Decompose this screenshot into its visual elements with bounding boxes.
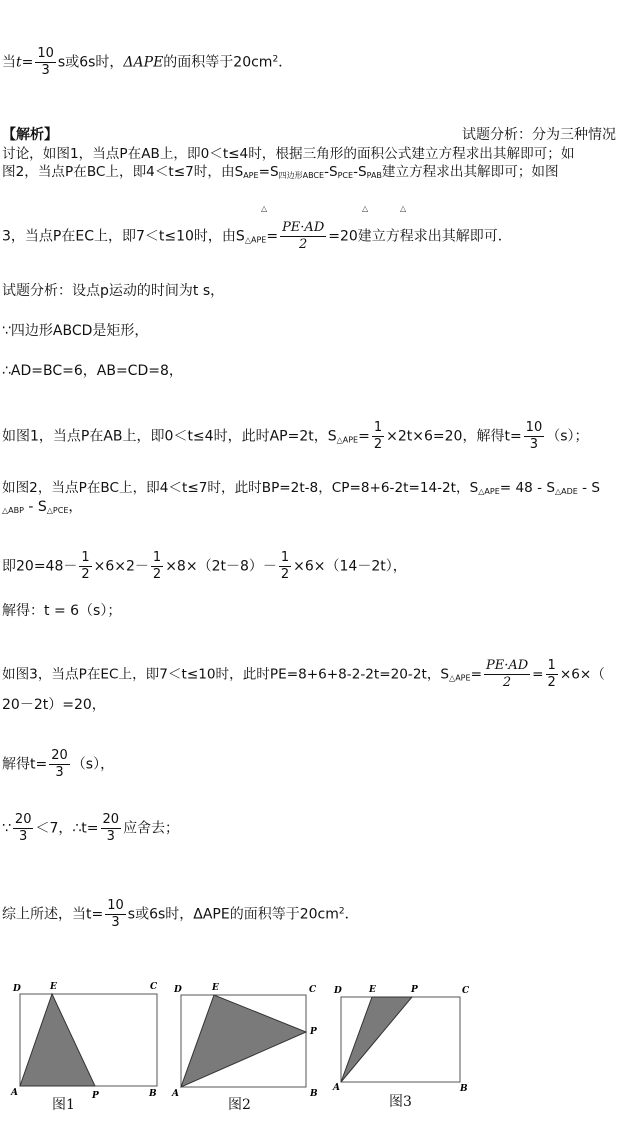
text: （s）； xyxy=(546,428,589,445)
label-E: E xyxy=(212,983,219,993)
answer-end: ． xyxy=(278,54,293,71)
sup-2: 2 xyxy=(272,54,279,65)
sub: △APE xyxy=(244,235,267,245)
text: = xyxy=(470,666,482,683)
figure-2 xyxy=(171,983,318,1099)
fraction xyxy=(524,420,545,453)
frac-den: 3 xyxy=(41,63,50,78)
sol-line-2: ∵四边形ABCD是矩形， xyxy=(2,323,149,339)
frac-den: 3 xyxy=(111,915,120,930)
frac-num: 20 xyxy=(51,748,68,763)
sol-line-3: ∴AD=BC=6，AB=CD=8， xyxy=(2,363,183,379)
sub: △APE xyxy=(478,487,500,496)
jiexi-line-2: 讨论，如图1，当点P在AB上，即0＜t≤4时，根据三角形的面积公式建立方程求出其解即可；如 xyxy=(2,146,575,162)
sub: 四边形ABCE xyxy=(278,171,325,180)
figure-1 xyxy=(10,982,158,1101)
hat-mark: △ xyxy=(362,204,369,213)
text: 应舍去； xyxy=(123,820,180,837)
label-B: B xyxy=(149,1089,157,1099)
case-2-cont xyxy=(2,498,82,520)
frac-den: 2 xyxy=(299,237,308,252)
label-E: E xyxy=(369,985,376,995)
text: ∵ xyxy=(2,820,11,837)
text: ×2t×6=20，解得t= xyxy=(386,428,522,445)
frac-num: 1 xyxy=(547,658,556,673)
text: ×8×（2t－8）－ xyxy=(165,558,277,575)
frac-den: 2 xyxy=(547,675,556,690)
label-A: A xyxy=(11,1088,18,1098)
text: = xyxy=(266,228,279,245)
jiexi-head: 【解析】 xyxy=(2,127,58,143)
frac-den: 2 xyxy=(373,437,383,452)
frac-num: 10 xyxy=(107,898,124,913)
text: 3，当点P在EC上，即7＜t≤10时，由S xyxy=(2,228,245,245)
frac-den: 2 xyxy=(280,567,290,582)
label-P: P xyxy=(310,1027,317,1037)
equation-line xyxy=(2,550,407,583)
answer-tail: 的面积等于20cm xyxy=(163,54,273,71)
text: = 48 - S xyxy=(499,480,555,496)
answer-prefix: 当 xyxy=(2,54,16,71)
figures-diagram xyxy=(0,968,630,1138)
answer-line xyxy=(2,46,292,79)
fraction xyxy=(105,898,126,931)
fraction xyxy=(101,812,122,845)
sub: △PCE xyxy=(46,506,69,515)
text: 图2，当点P在BC上，即4＜t≤7时，由S xyxy=(2,164,244,180)
fraction-pe-ad xyxy=(280,220,326,253)
text: ， xyxy=(68,499,83,515)
sub: APE xyxy=(243,171,259,180)
fraction xyxy=(484,658,530,691)
solution-3 xyxy=(2,748,114,781)
text: 即20=48－ xyxy=(2,558,78,575)
frac-num: PE·AD xyxy=(282,220,325,235)
text: =20建立方程求出其解即可． xyxy=(328,228,512,245)
equals-sign: = xyxy=(21,54,34,71)
fraction-10-3 xyxy=(35,46,56,79)
text: 综上所述，当t= xyxy=(2,906,104,923)
frac-num: 10 xyxy=(525,420,543,435)
text: - S xyxy=(23,499,47,515)
analysis-label: 试题分析：分为三种情况 xyxy=(462,127,616,143)
frac-den: 2 xyxy=(502,675,512,690)
fraction xyxy=(13,812,34,845)
jiexi-line-3 xyxy=(2,163,559,185)
sub: △ADE xyxy=(554,487,578,496)
text: s或6s时，ΔAPE的面积等于20cm xyxy=(127,906,339,923)
fraction xyxy=(79,550,91,583)
text: -S xyxy=(353,164,367,180)
fraction xyxy=(546,658,558,691)
sol-line-1: 试题分析：设点p运动的时间为t s， xyxy=(2,283,225,299)
label-E: E xyxy=(50,982,57,992)
text: =S xyxy=(258,164,279,180)
case-3 xyxy=(2,658,605,691)
label-C: C xyxy=(150,982,158,992)
reject-line xyxy=(2,812,179,845)
case-1 xyxy=(2,420,589,453)
case-3-cont: 20－2t）=20， xyxy=(2,697,106,713)
text: ×6×（ xyxy=(559,666,605,683)
frac-den: 2 xyxy=(81,567,90,582)
fraction xyxy=(279,550,291,583)
solution-2: 解得：t = 6（s）； xyxy=(2,603,122,619)
fraction xyxy=(49,748,70,781)
frac-num: 1 xyxy=(152,550,162,565)
jiexi-line-4 xyxy=(2,220,512,253)
hat-mark: △ xyxy=(261,204,268,213)
label-P: P xyxy=(411,985,418,995)
fraction xyxy=(151,550,163,583)
frac-num: 1 xyxy=(280,550,290,565)
frac-num: 1 xyxy=(81,550,90,565)
caption-fig-3: 图3 xyxy=(389,1094,412,1110)
frac-den: 3 xyxy=(55,765,64,780)
label-A: A xyxy=(333,1083,340,1093)
text: 建立方程求出其解即可；如图 xyxy=(381,164,559,180)
frac-den: 3 xyxy=(106,829,115,844)
text: = xyxy=(532,666,544,683)
sub: △APE xyxy=(449,673,471,683)
case-2 xyxy=(2,479,600,501)
sub: △APE xyxy=(336,435,359,445)
summary-line xyxy=(2,898,359,931)
fraction xyxy=(372,420,384,453)
t-variable: t xyxy=(16,54,22,71)
frac-den: 3 xyxy=(19,829,28,844)
frac-num: 20 xyxy=(14,812,32,827)
figure-3 xyxy=(332,985,470,1094)
frac-num: PE·AD xyxy=(485,658,529,673)
frac-num: 1 xyxy=(373,420,383,435)
text: 如图1，当点P在AB上，即0＜t≤4时，此时AP=2t，S xyxy=(2,428,337,445)
text: ． xyxy=(344,906,359,923)
answer-suffix: s或6s时， xyxy=(57,54,124,71)
triangle-ape: ΔAPE xyxy=(123,54,164,71)
text: ×6×（14－2t）， xyxy=(293,558,407,575)
label-C: C xyxy=(309,985,317,995)
label-B: B xyxy=(460,1084,468,1094)
label-A: A xyxy=(172,1089,179,1099)
label-C: C xyxy=(462,986,470,996)
frac-num: 10 xyxy=(37,46,54,61)
label-D: D xyxy=(13,984,21,994)
label-D: D xyxy=(174,985,182,995)
text: ＜7，∴t= xyxy=(35,820,99,837)
text: ×6×2－ xyxy=(93,558,149,575)
caption-fig-2: 图2 xyxy=(228,1097,251,1113)
label-B: B xyxy=(310,1089,318,1099)
sub: PCE xyxy=(337,171,354,180)
sup-2: 2 xyxy=(338,906,345,917)
text: 如图2，当点P在BC上，即4＜t≤7时，此时BP=2t-8，CP=8+6-2t=14-2t，S xyxy=(2,480,479,496)
label-D: D xyxy=(334,986,342,996)
text: = xyxy=(358,428,370,445)
label-P: P xyxy=(92,1091,99,1101)
text: 解得t= xyxy=(2,756,48,773)
text: （s）， xyxy=(71,756,115,773)
frac-num: 20 xyxy=(102,812,120,827)
text: -S xyxy=(324,164,338,180)
frac-den: 3 xyxy=(529,437,539,452)
hat-mark: △ xyxy=(400,204,407,213)
sub: PAB xyxy=(366,171,382,180)
text: - S xyxy=(577,480,600,496)
frac-den: 2 xyxy=(152,567,162,582)
caption-fig-1: 图1 xyxy=(52,1097,75,1113)
sub: △ABP xyxy=(2,506,24,515)
text: 如图3，当点P在EC上，即7＜t≤10时，此时PE=8+6+8-2-2t=20-2t，S xyxy=(2,666,450,683)
